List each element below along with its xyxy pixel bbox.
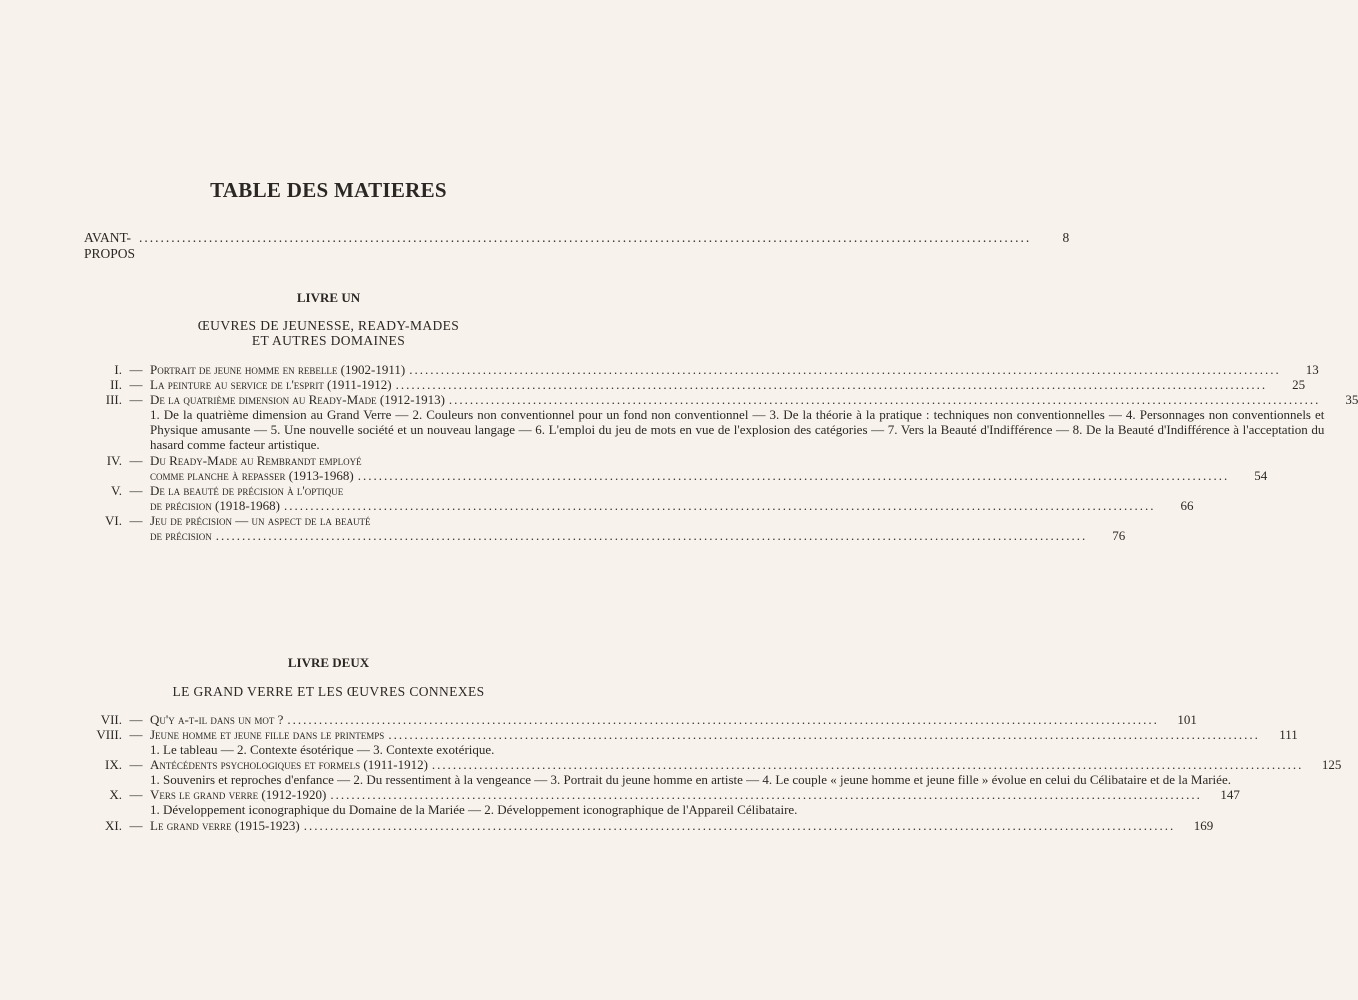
chapter-dash: — bbox=[129, 377, 143, 392]
livre-un-subtitle-1: ŒUVRES DE JEUNESSE, READY-MADES bbox=[197, 318, 460, 333]
chapter-number: I. bbox=[114, 362, 122, 377]
chapter-number: XI. bbox=[105, 817, 122, 833]
chapter-entry bbox=[84, 377, 1306, 392]
leader-dots bbox=[330, 787, 1202, 802]
chapter-dash: — bbox=[129, 727, 143, 742]
chapter-dash: — bbox=[129, 712, 143, 727]
leader-dots bbox=[139, 230, 1031, 246]
chapter-title: Qu'y a-t-il dans un mot ? bbox=[150, 712, 284, 727]
chapter-page: 147 bbox=[1220, 787, 1240, 803]
chapter-number: VII. bbox=[100, 712, 122, 727]
chapter-page: 111 bbox=[1279, 727, 1298, 742]
chapter-title: Antécédents psychologiques et formels (1911-1912) bbox=[150, 757, 428, 773]
chapter-number: V. bbox=[111, 482, 122, 498]
chapter-page: 101 bbox=[1177, 712, 1197, 727]
chapter-title-line-1: Du Ready-Made au Rembrandt employé bbox=[150, 452, 362, 468]
chapter-title: Jeune homme et jeune fille dans le printemps bbox=[150, 727, 385, 742]
chapter-page: 76 bbox=[1112, 527, 1126, 543]
chapter-page: 54 bbox=[1254, 467, 1268, 483]
chapter-dash: — bbox=[129, 512, 143, 528]
chapter-page: 125 bbox=[1321, 757, 1342, 773]
chapter-page: 13 bbox=[1305, 362, 1319, 377]
chapter-dash: — bbox=[129, 817, 143, 833]
chapter-number: II. bbox=[110, 377, 122, 392]
chapter-title: Le grand verre (1915-1923) bbox=[150, 817, 300, 833]
avant-propos-label: AVANT-PROPOS bbox=[84, 230, 136, 261]
chapter-number: X. bbox=[109, 787, 122, 803]
leader-dots bbox=[388, 727, 1260, 742]
chapter-description: 1. Développement iconographique du Domaine de la Mariée — 2. Développement iconographique de l'Appareil Célibataire. bbox=[150, 802, 798, 818]
chapter-number: VIII. bbox=[96, 727, 122, 742]
chapter-title-line-1: Jeu de précision — un aspect de la beauté bbox=[150, 512, 371, 528]
avant-propos-page: 8 bbox=[1062, 230, 1070, 245]
chapter-description: 1. Le tableau — 2. Contexte ésotérique — 3. Contexte exotérique. bbox=[150, 742, 495, 757]
chapter-title: La peinture au service de l'esprit (1911-1912) bbox=[150, 377, 392, 392]
chapter-entry bbox=[84, 362, 1319, 377]
chapter-number: IV. bbox=[106, 452, 122, 468]
chapter-entry bbox=[84, 452, 1268, 483]
leader-dots bbox=[396, 377, 1268, 392]
chapter-entry bbox=[84, 817, 1214, 833]
leader-dots bbox=[358, 468, 1230, 483]
leader-dots bbox=[284, 498, 1156, 513]
leader-dots bbox=[304, 818, 1176, 833]
chapter-page: 66 bbox=[1180, 497, 1194, 513]
chapter-description: 1. Souvenirs et reproches d'enfance — 2. Du ressentiment à la vengeance — 3. Portrait du jeune homme en artiste — 4. Le couple « jeune homme et jeune fille » évolue en celui du Célibataire et de la Mariée. bbox=[150, 772, 1231, 788]
chapter-entry bbox=[84, 727, 1298, 757]
chapter-number: IX. bbox=[105, 757, 122, 773]
chapter-dash: — bbox=[129, 452, 143, 468]
chapter-entry bbox=[84, 392, 1358, 453]
chapter-title-line-2: comme planche à repasser (1913-1968) bbox=[150, 467, 354, 483]
page-title: TABLE DES MATIERES bbox=[210, 178, 447, 202]
chapter-title-line-2: de précision bbox=[150, 527, 212, 543]
leader-dots bbox=[449, 392, 1321, 407]
leader-dots bbox=[216, 528, 1088, 543]
chapter-description: 1. De la quatrième dimension au Grand Verre — 2. Couleurs non conventionnel pour un fond non conventionnel — 3. De la théorie à la pratique : techniques non conventionnelles — 4. Personnages non conventionnels et Physique amusante — 5. Une nouvelle société et un nouveau langage — 6. L'emploi du jeu de mots en vue de l'explosion des catégories — 7. Vers la Beauté d'Indifférence — 8. De la Beauté d'Indifférence à l'acceptation du hasard comme facteur artistique. bbox=[150, 407, 1325, 453]
chapter-page: 169 bbox=[1193, 817, 1214, 833]
chapter-dash: — bbox=[129, 757, 143, 773]
chapter-dash: — bbox=[129, 787, 143, 803]
chapter-dash: — bbox=[129, 482, 143, 498]
chapter-title-line-1: De la beauté de précision à l'optique bbox=[150, 482, 344, 498]
chapter-title: Portrait de jeune homme en rebelle (1902-1911) bbox=[150, 362, 406, 377]
livre-un-entries bbox=[84, 362, 1358, 543]
chapter-page: 25 bbox=[1292, 377, 1306, 392]
leader-dots bbox=[287, 712, 1159, 727]
chapter-entry bbox=[84, 757, 1342, 788]
chapter-title: Vers le grand verre (1912-1920) bbox=[150, 787, 327, 803]
chapter-number: VI. bbox=[105, 512, 122, 528]
chapter-entry bbox=[84, 482, 1194, 513]
chapter-page: 35 bbox=[1345, 392, 1358, 407]
chapter-title: De la quatrième dimension au Ready-Made (1912-1913) bbox=[150, 392, 445, 407]
chapter-number: III. bbox=[105, 392, 122, 407]
livre-deux-entries bbox=[84, 712, 1342, 833]
chapter-dash: — bbox=[129, 362, 143, 377]
chapter-entry bbox=[84, 787, 1240, 818]
livre-un-subtitle-2: ET AUTRES DOMAINES bbox=[251, 333, 406, 348]
chapter-entry bbox=[84, 712, 1197, 727]
chapter-dash: — bbox=[129, 392, 143, 407]
leader-dots bbox=[409, 362, 1281, 377]
chapter-title-line-2: de précision (1918-1968) bbox=[150, 497, 280, 513]
livre-deux-subtitle: LE GRAND VERRE ET LES ŒUVRES CONNEXES bbox=[172, 684, 485, 699]
livre-un-heading: LIVRE UN bbox=[296, 290, 361, 305]
livre-deux-heading: LIVRE DEUX bbox=[287, 655, 370, 670]
leader-dots bbox=[432, 757, 1304, 772]
chapter-entry bbox=[84, 512, 1126, 543]
avant-propos-entry bbox=[84, 230, 1070, 262]
